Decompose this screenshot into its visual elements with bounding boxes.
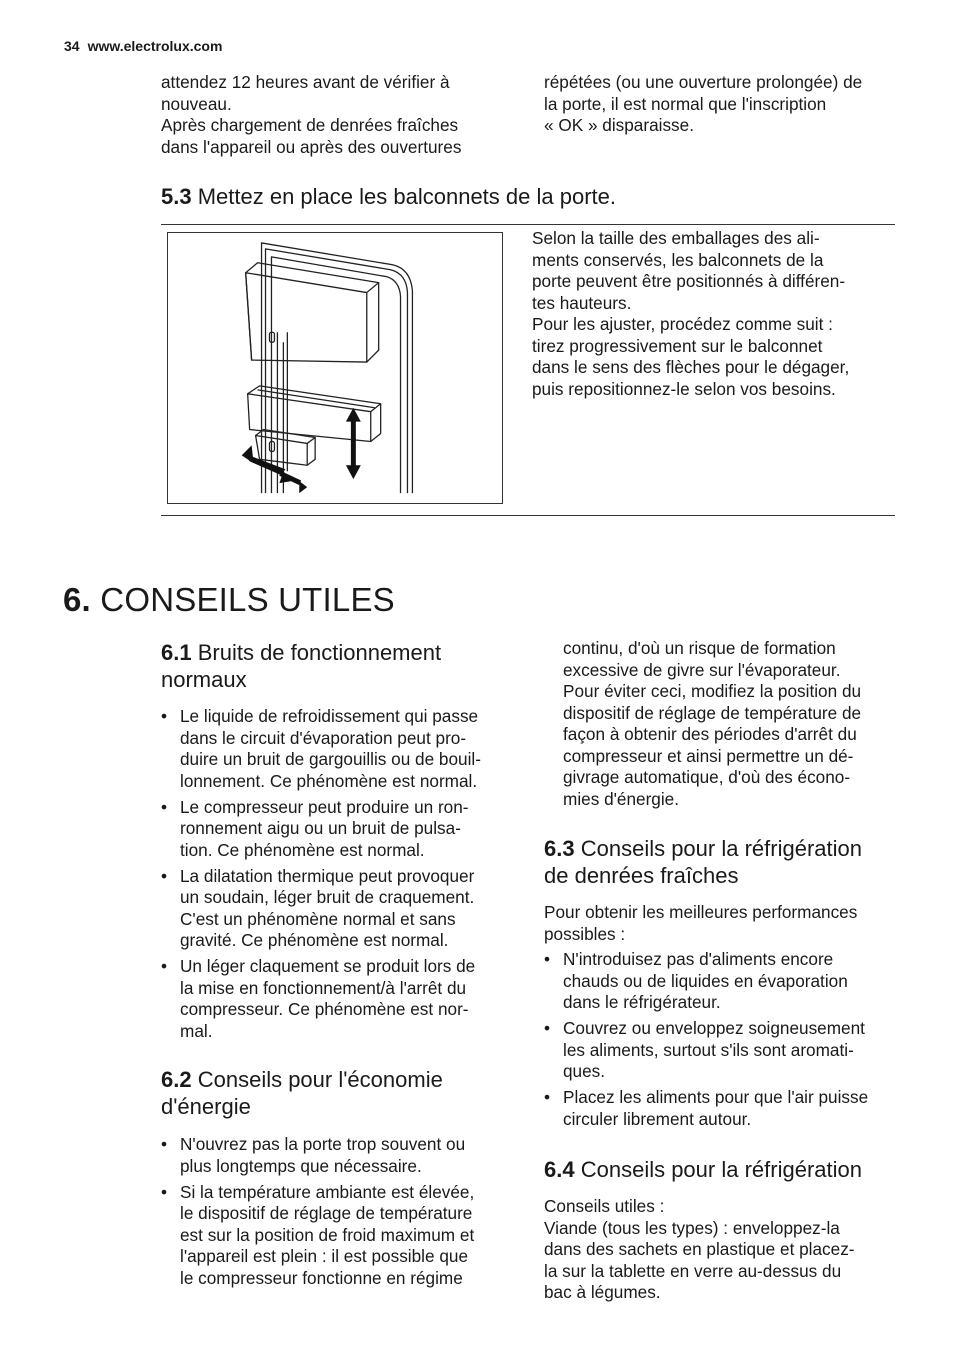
text-line: duire un bruit de gargouillis ou de bouil-	[180, 749, 481, 769]
text-line: l'appareil est plein : il est possible que	[180, 1246, 468, 1266]
intro-left-text	[161, 72, 461, 158]
text-line: Si la température ambiante est élevée,	[180, 1181, 475, 1202]
bullet: •	[161, 796, 168, 817]
bullet: •	[544, 1087, 551, 1107]
text-line: mal.	[180, 1020, 213, 1041]
list-item	[544, 1018, 868, 1083]
section-5-3-heading	[161, 183, 616, 210]
text-line: répétées (ou une ouverture prolongée) de	[544, 72, 863, 92]
page-number: 34	[64, 38, 80, 54]
text-line: le compresseur fonctionne en régime	[180, 1267, 463, 1288]
text-line: Un léger claquement se produit lors de	[180, 956, 476, 976]
text-line: plus longtemps que nécessaire.	[180, 1155, 422, 1176]
text-line: mies d'énergie.	[563, 788, 680, 809]
page-header	[64, 38, 222, 54]
section-6-3-list	[544, 949, 868, 1135]
bullet: •	[161, 865, 168, 886]
text-line: attendez 12 heures avant de vérifier à	[161, 72, 450, 92]
chapter-number: 6.	[63, 581, 91, 618]
text-line: circuler librement autour.	[563, 1108, 752, 1129]
text-line: le dispositif de réglage de température	[180, 1203, 473, 1223]
divider	[161, 224, 895, 225]
text-line: La dilatation thermique peut provoquer	[180, 865, 475, 886]
text-line: nouveau.	[161, 93, 232, 114]
text-line: ques.	[563, 1061, 606, 1081]
text-line: tes hauteurs.	[532, 292, 632, 313]
text-line: la porte, il est normal que l'inscription	[544, 93, 827, 114]
text-line: Le compresseur peut produire un ron-	[180, 796, 469, 817]
list-item	[161, 1134, 474, 1177]
list-item	[161, 706, 481, 792]
chapter-title: CONSEILS UTILES	[100, 581, 395, 618]
text-line: Après chargement de denrées fraîches	[161, 115, 459, 135]
section-title: Mettez en place les balconnets de la porte.	[197, 184, 616, 209]
list-item	[161, 797, 481, 862]
list-item	[544, 1087, 868, 1130]
text-line: un soudain, léger bruit de craquement.	[180, 887, 475, 907]
section-6-2-heading	[161, 1066, 443, 1120]
text-line: dans le circuit d'évaporation peut pro-	[180, 727, 467, 748]
section-title: Bruits de fonctionnement	[197, 640, 442, 665]
text-line: N'ouvrez pas la porte trop souvent ou	[180, 1134, 466, 1154]
text-line: chauds ou de liquides en évaporation	[563, 970, 848, 991]
text-line: dans le réfrigérateur.	[563, 992, 721, 1012]
list-item	[544, 949, 868, 1014]
text-line: Placez les aliments pour que l'air puisse	[563, 1087, 869, 1107]
text-line: Conseils utiles :	[544, 1196, 665, 1216]
section-title: Conseils pour l'économie	[197, 1067, 443, 1092]
section-6-3-heading	[544, 835, 862, 889]
section-6-1-heading	[161, 639, 441, 693]
text-line: tion. Ce phénomène est normal.	[180, 839, 425, 860]
list-item	[161, 1182, 474, 1290]
section-6-3-intro	[544, 902, 857, 945]
text-line: les aliments, surtout s'ils sont aromati-	[563, 1039, 854, 1060]
text-line: bac à légumes.	[544, 1282, 661, 1302]
bullet: •	[161, 1134, 168, 1154]
section-number: 6.3	[544, 836, 575, 861]
text-line: dans l'appareil ou après des ouvertures	[161, 136, 462, 157]
text-line: est sur la position de froid maximum et	[180, 1224, 475, 1245]
intro-right-text	[544, 72, 862, 137]
section-6-2-list	[161, 1134, 474, 1294]
text-line: la mise en fonctionnement/à l'arrêt du	[180, 977, 467, 998]
bullet: •	[544, 949, 551, 969]
bullet: •	[161, 1181, 168, 1202]
text-line: continu, d'où un risque de formation	[563, 638, 836, 658]
chapter-6-title	[63, 580, 395, 620]
section-number: 5.3	[161, 184, 192, 209]
text-line: N'introduisez pas d'aliments encore	[563, 949, 834, 969]
site-url: www.electrolux.com	[87, 38, 223, 54]
bullet: •	[161, 956, 168, 976]
text-line: lonnement. Ce phénomène est normal.	[180, 770, 478, 791]
text-line: Selon la taille des emballages des ali-	[532, 228, 820, 248]
list-item	[161, 956, 481, 1042]
door-balcony-illustration	[167, 232, 503, 504]
text-line: Pour obtenir les meilleures performances	[544, 902, 858, 922]
text-line: puis repositionnez-le selon vos besoins.	[532, 378, 836, 399]
text-line: « OK » disparaisse.	[544, 115, 694, 135]
section-number: 6.4	[544, 1157, 575, 1182]
divider	[161, 515, 895, 516]
section-title: normaux	[161, 667, 247, 692]
text-line: porte peuvent être positionnés à différen-	[532, 271, 846, 291]
bullet: •	[544, 1018, 551, 1038]
text-line: ronnement aigu ou un bruit de pulsa-	[180, 818, 461, 838]
text-line: Couvrez ou enveloppez soigneusement	[563, 1018, 865, 1038]
section-title: Conseils pour la réfrigération	[580, 836, 862, 861]
bullet: •	[161, 706, 168, 726]
text-line: Pour les ajuster, procédez comme suit :	[532, 314, 833, 334]
section-title: Conseils pour la réfrigération	[580, 1157, 862, 1182]
text-line: dispositif de réglage de température de	[563, 702, 862, 723]
text-line: façon à obtenir des périodes d'arrêt du	[563, 724, 857, 744]
text-line: C'est un phénomène normal et sans	[180, 908, 456, 929]
text-line: Le liquide de refroidissement qui passe	[180, 706, 479, 726]
section-6-4-heading	[544, 1156, 862, 1183]
section-6-1-list	[161, 706, 481, 1047]
door-balcony-drawing	[168, 233, 502, 503]
section-number: 6.2	[161, 1067, 192, 1092]
section-number: 6.1	[161, 640, 192, 665]
text-line: gravité. Ce phénomène est normal.	[180, 930, 449, 950]
section-6-4-text	[544, 1196, 855, 1304]
text-line: dans des sachets en plastique et placez-	[544, 1239, 855, 1259]
section-title: de denrées fraîches	[544, 863, 739, 888]
text-line: tirez progressivement sur le balconnet	[532, 335, 823, 356]
text-line: la sur la tablette en verre au-dessus du	[544, 1260, 842, 1281]
text-line: ments conservés, les balconnets de la	[532, 249, 824, 270]
section-5-3-text	[532, 228, 849, 400]
list-item	[161, 866, 481, 952]
text-line: Viande (tous les types) : enveloppez-la	[544, 1217, 840, 1238]
text-line: compresseur et ainsi permettre un dé-	[563, 745, 854, 766]
text-line: givrage automatique, d'où des écono-	[563, 767, 851, 787]
section-title: d'énergie	[161, 1094, 251, 1119]
text-line: dans le sens des flèches pour le dégager,	[532, 357, 850, 377]
text-line: possibles :	[544, 923, 626, 944]
section-6-2-continuation	[563, 638, 861, 810]
text-line: excessive de givre sur l'évaporateur.	[563, 659, 841, 680]
text-line: Pour éviter ceci, modifiez la position du	[563, 681, 862, 701]
text-line: compresseur. Ce phénomène est nor-	[180, 999, 469, 1019]
